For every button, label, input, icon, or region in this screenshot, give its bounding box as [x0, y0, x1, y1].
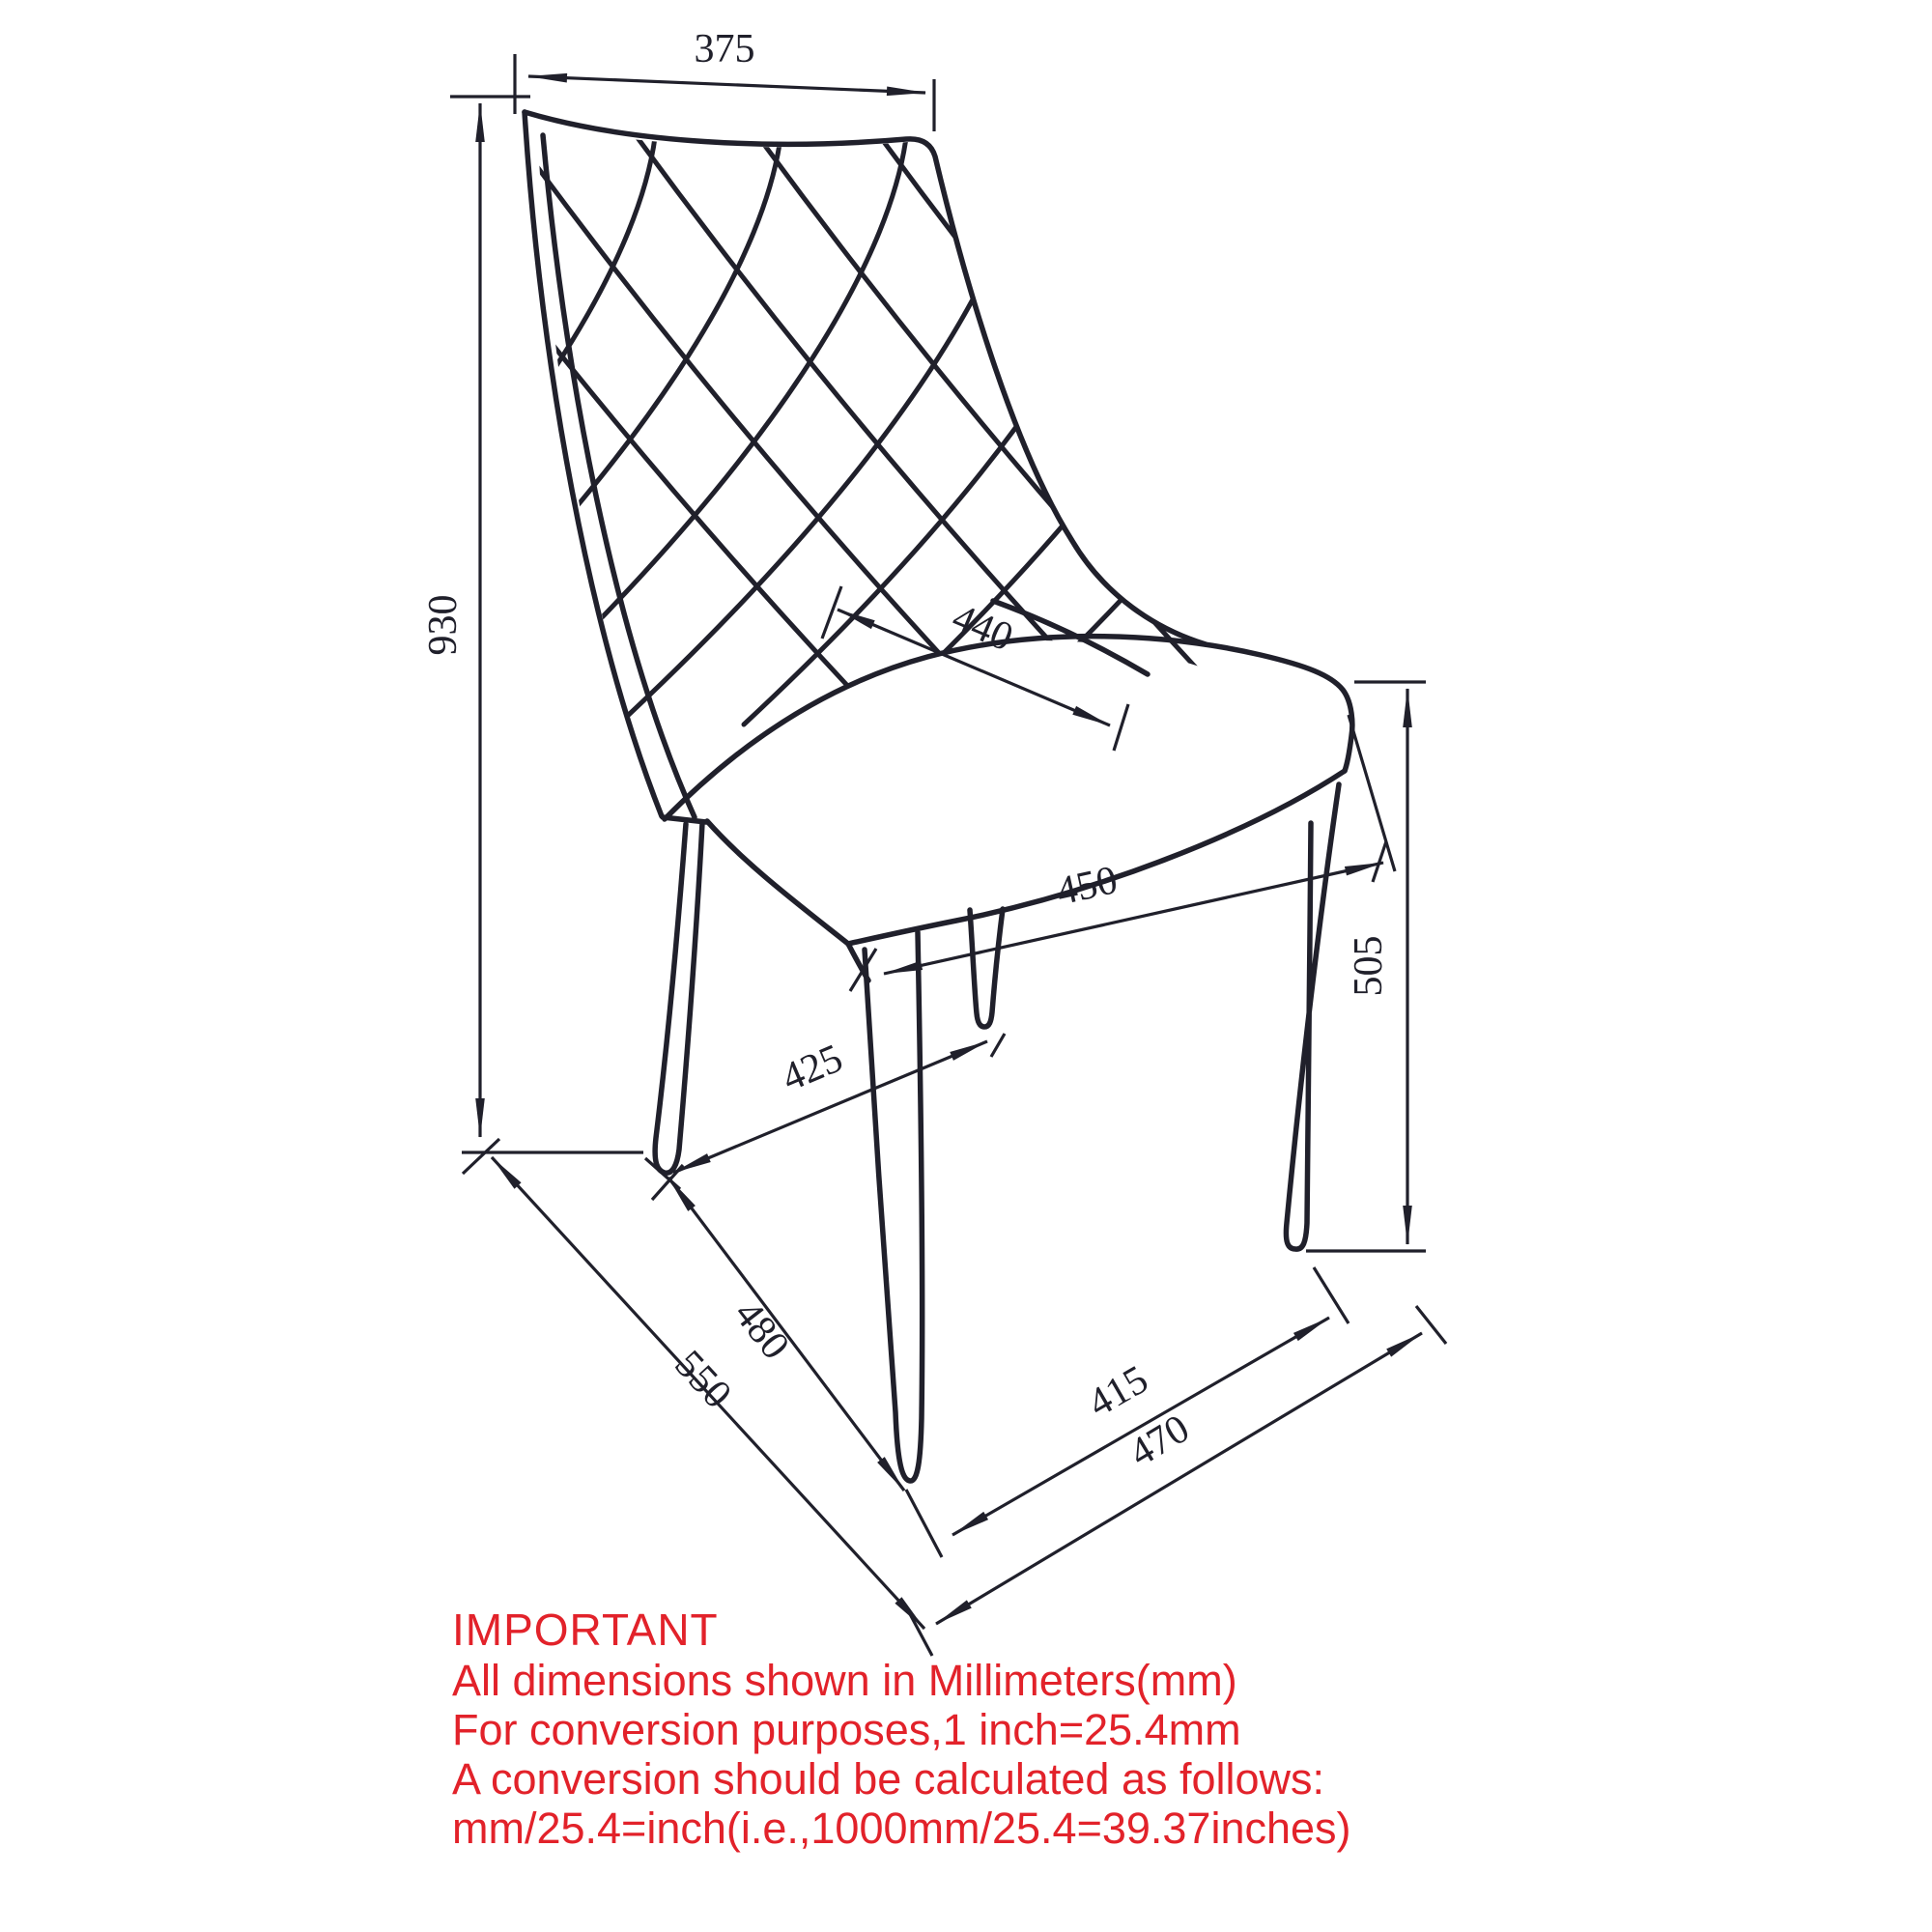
dim-label-rear-leg-spacing: 425 — [775, 1036, 849, 1101]
extension-tick — [991, 1034, 1005, 1057]
extension-tick — [463, 1139, 499, 1174]
backrest-inner-seam-left — [543, 135, 695, 817]
dimension-line — [528, 76, 925, 93]
dimensions — [421, 27, 1446, 1656]
far-rear-leg — [970, 909, 1003, 1027]
note-line: mm/25.4=inch(i.e.,1000mm/25.4=39.37inches) — [452, 1804, 1351, 1853]
front-left-leg — [865, 932, 923, 1481]
quilt-line — [985, 114, 1531, 765]
dim-label-base-depth: 550 — [666, 1342, 740, 1417]
seat-top-rim — [665, 637, 1352, 819]
backrest-outline — [525, 112, 1206, 644]
chair-seat — [663, 637, 1352, 980]
extension-tick — [1416, 1306, 1446, 1344]
chair-backrest — [242, 112, 1531, 817]
note-line: All dimensions shown in Millimeters(mm) — [452, 1656, 1237, 1705]
dimension-overall-height — [421, 97, 643, 1174]
seat-left-edge — [707, 821, 848, 944]
dimension-base-depth — [492, 1157, 932, 1656]
dim-label-seat-width: 450 — [1052, 858, 1122, 915]
notes-heading: IMPORTANT — [452, 1605, 719, 1655]
quilt-line — [995, 118, 1410, 724]
extension-tick — [1373, 841, 1386, 882]
dim-label-back-width: 375 — [694, 27, 755, 71]
important-notes — [452, 1604, 1418, 1853]
dimension-seat-height — [1306, 682, 1426, 1251]
dimension-back-width — [515, 27, 934, 131]
note-line: For conversion purposes,1 inch=25.4mm — [452, 1705, 1241, 1754]
dimension-line — [936, 1333, 1422, 1624]
extension-tick — [1114, 704, 1128, 751]
dim-label-seat-height: 505 — [1347, 935, 1391, 997]
quilt-line — [493, 118, 908, 724]
seat-bottom-edge — [848, 771, 1345, 944]
extension-line — [1349, 715, 1395, 871]
chair-legs — [655, 784, 1339, 1481]
dim-label-leg-spacing-mid: 480 — [724, 1293, 798, 1368]
seat-leg-jog — [663, 817, 706, 822]
quilt-line — [498, 114, 1044, 765]
quilt-line — [742, 114, 1288, 765]
dimension-base-width — [936, 1306, 1446, 1624]
quilt-line — [377, 114, 923, 765]
dim-label-overall-height: 930 — [421, 594, 466, 656]
extension-tick — [1314, 1267, 1349, 1323]
chair-drawing — [242, 112, 1531, 1481]
backrest-left-edge — [525, 112, 662, 816]
dimension-seat-depth — [822, 586, 1128, 751]
dimension-rear-leg-spacing — [652, 1034, 1005, 1200]
dim-label-seat-depth: 440 — [946, 595, 1020, 661]
front-right-leg — [1286, 784, 1339, 1249]
dim-label-front-leg-spacing: 415 — [1080, 1357, 1156, 1427]
rear-left-leg — [655, 823, 702, 1173]
note-line: A conversion should be calculated as follows: — [452, 1754, 1325, 1804]
dim-label-base-width: 470 — [1122, 1406, 1198, 1476]
extension-tick — [906, 1490, 942, 1557]
